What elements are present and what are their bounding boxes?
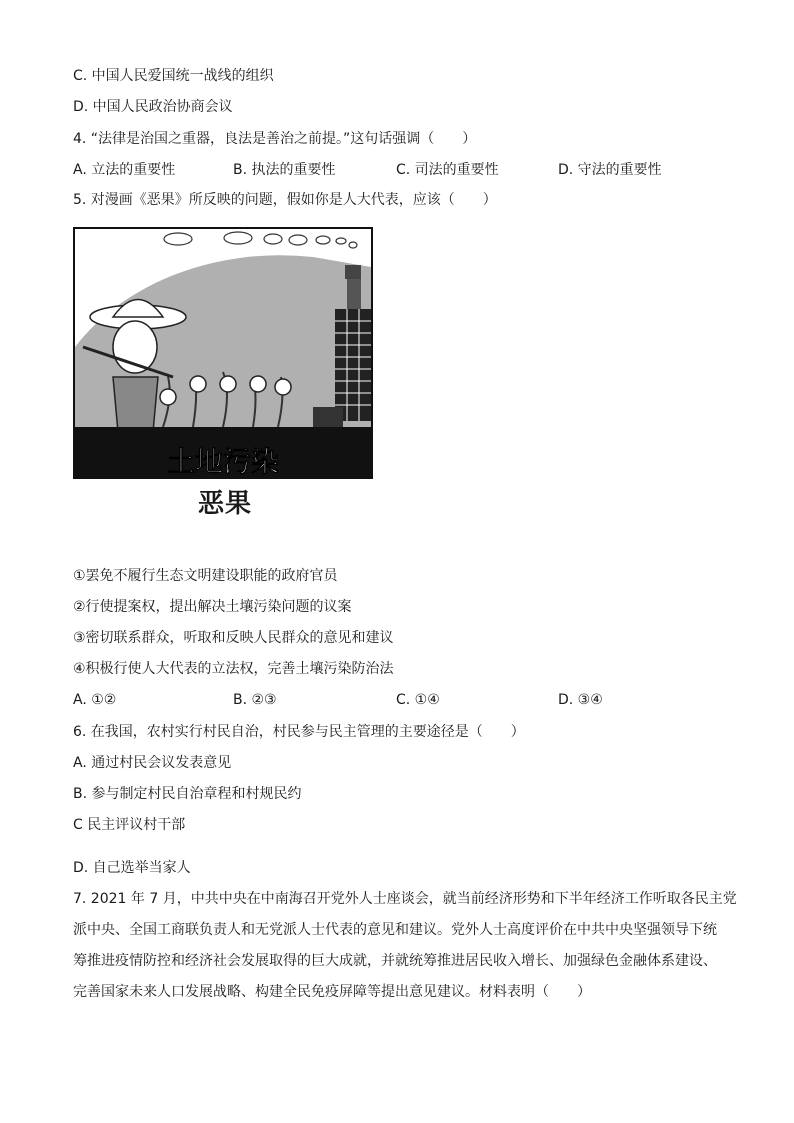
q5-option-b: B. ②③: [233, 692, 277, 708]
q4-option-c: C. 司法的重要性: [396, 162, 499, 178]
q5-statement-1: ①罢免不履行生态文明建设职能的政府官员: [73, 568, 338, 584]
q5-stem: 5. 对漫画《恶果》所反映的问题，假如你是人大代表，应该（ ）: [73, 192, 497, 208]
q4-stem: 4. “法律是治国之重器，良法是善治之前提。”这句话强调（ ）: [73, 131, 477, 147]
q5-statement-4: ④积极行使人大代表的立法权，完善土壤污染防治法: [73, 661, 394, 677]
line-q3c: C. 中国人民爱国统一战线的组织: [73, 68, 274, 84]
q5-option-a: A. ①②: [73, 692, 117, 708]
q4-option-d: D. 守法的重要性: [558, 162, 662, 178]
q5-option-d: D. ③④: [558, 692, 603, 708]
cartoon-banner-text: 土地污染: [166, 445, 280, 478]
line-q3d: D. 中国人民政治协商会议: [73, 99, 233, 115]
q7-line-4: 完善国家未来人口发展战略、构建全民免疫屏障等提出意见建议。材料表明（ ）: [73, 984, 591, 1000]
q6-stem: 6. 在我国，农村实行村民自治，村民参与民主管理的主要途径是（ ）: [73, 724, 525, 740]
q7-line-3: 筹推进疫情防控和经济社会发展取得的巨大成就，并就统筹推进居民收入增长、加强绿色金融体系建设、: [73, 953, 717, 969]
q4-option-b: B. 执法的重要性: [233, 162, 336, 178]
q4-option-a: A. 立法的重要性: [73, 162, 176, 178]
q5-statement-3: ③密切联系群众，听取和反映人民群众的意见和建议: [73, 630, 394, 646]
q6-option-b: B. 参与制定村民自治章程和村规民约: [73, 786, 302, 802]
q7-line-1: 7. 2021 年 7 月，中共中央在中南海召开党外人士座谈会，就当前经济形势和下半年经济工作听取各民主党: [73, 891, 737, 907]
q5-option-c: C. ①④: [396, 692, 440, 708]
q6-option-a: A. 通过村民会议发表意见: [73, 755, 232, 771]
cartoon-caption: 恶果: [198, 489, 253, 519]
cartoon-image: [73, 227, 373, 479]
q6-option-d: D. 自己选举当家人: [73, 860, 191, 876]
q5-statement-2: ②行使提案权，提出解决土壤污染问题的议案: [73, 599, 352, 615]
q7-line-2: 派中央、全国工商联负责人和无党派人士代表的意见和建议。党外人士高度评价在中共中央坚强领导下统: [73, 922, 717, 938]
q6-option-c: C 民主评议村干部: [73, 817, 186, 833]
